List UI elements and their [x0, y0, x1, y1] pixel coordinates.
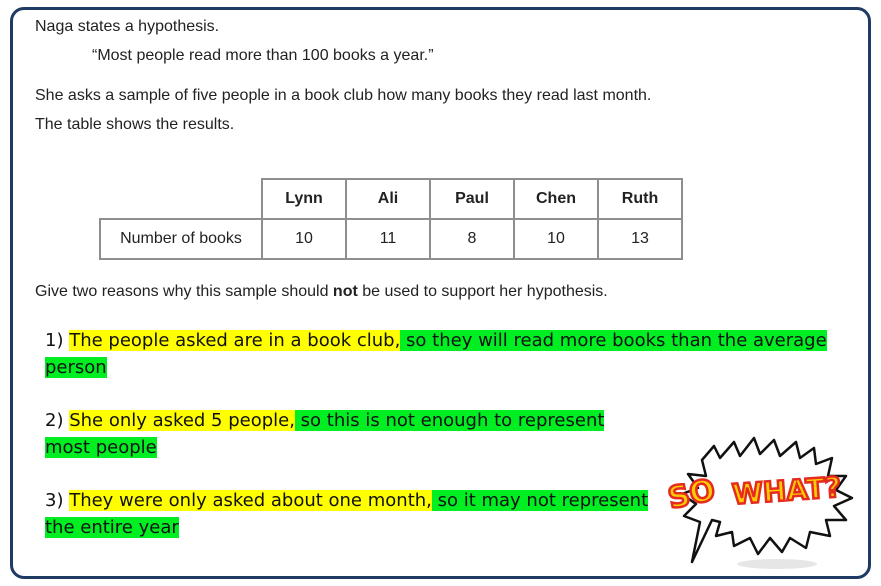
table-cell: 10 [262, 219, 346, 259]
prompt-emphasis: not [332, 283, 358, 300]
table-header: Ruth [598, 179, 682, 219]
table-header: Paul [430, 179, 514, 219]
table-cell: 13 [598, 219, 682, 259]
answer-number: 2) [45, 410, 70, 431]
table-header: Chen [514, 179, 598, 219]
table-header: Lynn [262, 179, 346, 219]
table-row-label: Number of books [100, 219, 262, 259]
sticker-shadow [737, 559, 817, 569]
question-line-4: The table shows the results. [35, 116, 235, 133]
table-header: Ali [346, 179, 430, 219]
table-header-row [100, 179, 682, 219]
results-table [99, 178, 683, 260]
answer-3 [45, 487, 665, 541]
table-cell: 11 [346, 219, 430, 259]
answer-number: 1) [45, 330, 70, 351]
table-row [100, 219, 682, 259]
answer-reason: so they will read more books than the average [400, 330, 827, 351]
answer-number: 3) [45, 490, 70, 511]
table-cell: 10 [514, 219, 598, 259]
answer-reason: person [45, 357, 107, 378]
answer-claim: She only asked 5 people, [69, 410, 295, 431]
answer-reason: so this is not enough to represent [294, 410, 605, 431]
hypothesis-quote: “Most people read more than 100 books a year.” [92, 47, 434, 64]
answer-reason: the entire year [45, 517, 179, 538]
prompt-text: Give two reasons why this sample should [35, 283, 333, 300]
answer-claim: The people asked are in a book club, [69, 330, 401, 351]
so-text: SO [664, 472, 719, 517]
what-text: WHAT? [731, 470, 843, 512]
prompt-text: be used to support her hypothesis. [357, 283, 608, 300]
table-cell: 8 [430, 219, 514, 259]
table-corner [100, 179, 262, 219]
question-line-1: Naga states a hypothesis. [35, 18, 220, 35]
answer-1 [45, 327, 835, 381]
question-prompt [35, 283, 608, 301]
so-what-sticker [662, 432, 862, 572]
answer-claim: They were only asked about one month, [69, 490, 432, 511]
question-line-3: She asks a sample of five people in a book club how many books they read last month. [35, 87, 652, 104]
answer-reason: so it may not represent [431, 490, 649, 511]
answer-reason: most people [45, 437, 157, 458]
answer-2 [45, 407, 645, 461]
